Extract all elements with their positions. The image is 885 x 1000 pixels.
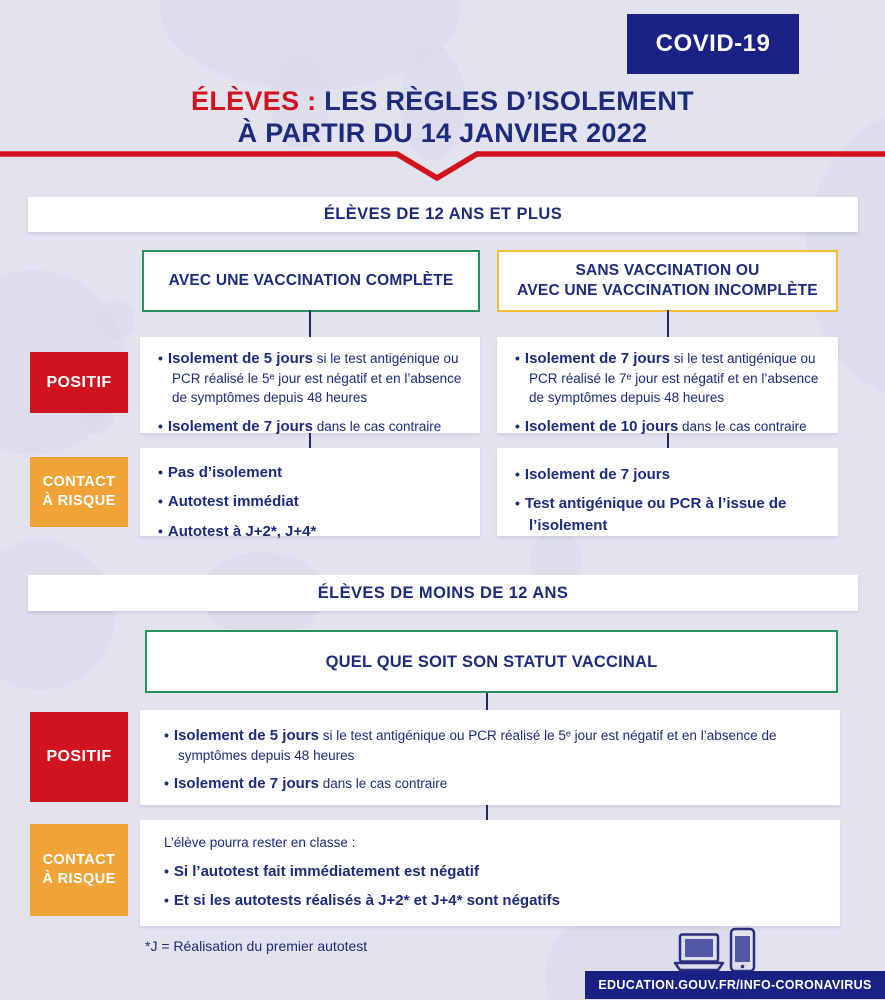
bullet-dot: •	[515, 350, 520, 366]
rule-item: • Test antigénique ou PCR à l’issue de l’isolement	[515, 495, 787, 534]
page-title-line1	[0, 86, 885, 117]
bullet-dot: •	[515, 466, 520, 482]
footer-url-banner[interactable]: EDUCATION.GOUV.FR/INFO-CORONAVIRUS	[585, 971, 885, 999]
page-title-line2: À PARTIR DU 14 JANVIER 2022	[237, 118, 648, 148]
row-label-contact-risque: CONTACT À RISQUE	[30, 824, 128, 916]
virus-watermark	[95, 300, 135, 340]
bullet-dot: •	[164, 727, 169, 743]
connector-line	[486, 805, 488, 820]
row-label-contact-risque: CONTACT À RISQUE	[30, 457, 128, 527]
rule-item: • Autotest immédiat	[158, 493, 299, 511]
rule-item: • Isolement de 7 jours dans le cas contraire	[164, 775, 448, 793]
connector-line	[486, 691, 488, 710]
rule-item: • Isolement de 7 jours dans le cas contraire	[158, 417, 442, 435]
bullet-dot: •	[158, 464, 163, 480]
bullet-dot: •	[515, 417, 520, 434]
rule-item: • Isolement de 7 jours	[515, 466, 670, 483]
rules-positif-vaccinated	[140, 337, 480, 433]
rule-item: • Pas d’isolement	[158, 464, 283, 481]
bullet-dot: •	[164, 863, 169, 880]
bullet-dot: •	[164, 892, 169, 909]
column-header-any-status: QUEL QUE SOIT SON STATUT VACCINAL	[145, 630, 838, 693]
rule-item: • Autotest à J+2*, J+4*	[158, 522, 317, 540]
rules-contact-under-12	[140, 820, 840, 926]
rules-contact-unvaccinated	[497, 448, 838, 536]
covid-badge: COVID-19	[627, 14, 799, 74]
bullet-dot: •	[164, 775, 169, 792]
laptop-icon	[672, 933, 726, 973]
section-banner-12-plus: ÉLÈVES DE 12 ANS ET PLUS	[28, 197, 858, 232]
rules-contact-vaccinated	[140, 448, 480, 540]
contact-intro-text: L’élève pourra rester en classe :	[164, 835, 356, 850]
red-divider-arrow	[0, 149, 885, 185]
footnote-autotest: *J = Réalisation du premier autotest	[145, 938, 368, 954]
rule-item: • Isolement de 10 jours dans le cas contraire	[515, 417, 807, 435]
rule-item: • Isolement de 5 jours si le test antigénique ou PCR réalisé le 5ᵉ jour est négatif et en l’absence de symptômes depuis 48 heures	[164, 727, 777, 764]
column-header-vaccinated: AVEC UNE VACCINATION COMPLÈTE	[142, 250, 480, 312]
rule-item: • Isolement de 7 jours si le test antigénique ou PCR réalisé le 7ᵉ jour est négatif et en l’absence de symptômes depuis 48 heures	[515, 350, 819, 406]
rules-positif-under-12	[140, 710, 840, 805]
rule-item: • Et si les autotests réalisés à J+2* et J+4* sont négatifs	[164, 892, 560, 910]
bullet-dot: •	[158, 417, 163, 434]
page-title-prefix: ÉLÈVES :	[191, 86, 317, 116]
column-header-unvaccinated: SANS VACCINATION OU AVEC UNE VACCINATION INCOMPLÈTE	[497, 250, 838, 312]
bullet-dot: •	[515, 495, 520, 512]
connector-line	[309, 310, 311, 337]
row-label-positif: POSITIF	[30, 352, 128, 413]
row-label-positif: POSITIF	[30, 712, 128, 802]
bullet-dot: •	[158, 493, 163, 510]
virus-watermark	[0, 540, 115, 690]
rule-item: • Si l’autotest fait immédiatement est négatif	[164, 863, 479, 881]
connector-line	[667, 310, 669, 337]
page-title-rest: LES RÈGLES D’ISOLEMENT	[324, 86, 694, 116]
smartphone-icon	[729, 927, 756, 973]
rule-item: • Isolement de 5 jours si le test antigénique ou PCR réalisé le 5ᵉ jour est négatif et en l’absence de symptômes depuis 48 heures	[158, 350, 462, 406]
section-banner-under-12: ÉLÈVES DE MOINS DE 12 ANS	[28, 575, 858, 611]
rules-positif-unvaccinated	[497, 337, 838, 433]
bullet-dot: •	[158, 350, 163, 366]
bullet-dot: •	[158, 522, 163, 539]
